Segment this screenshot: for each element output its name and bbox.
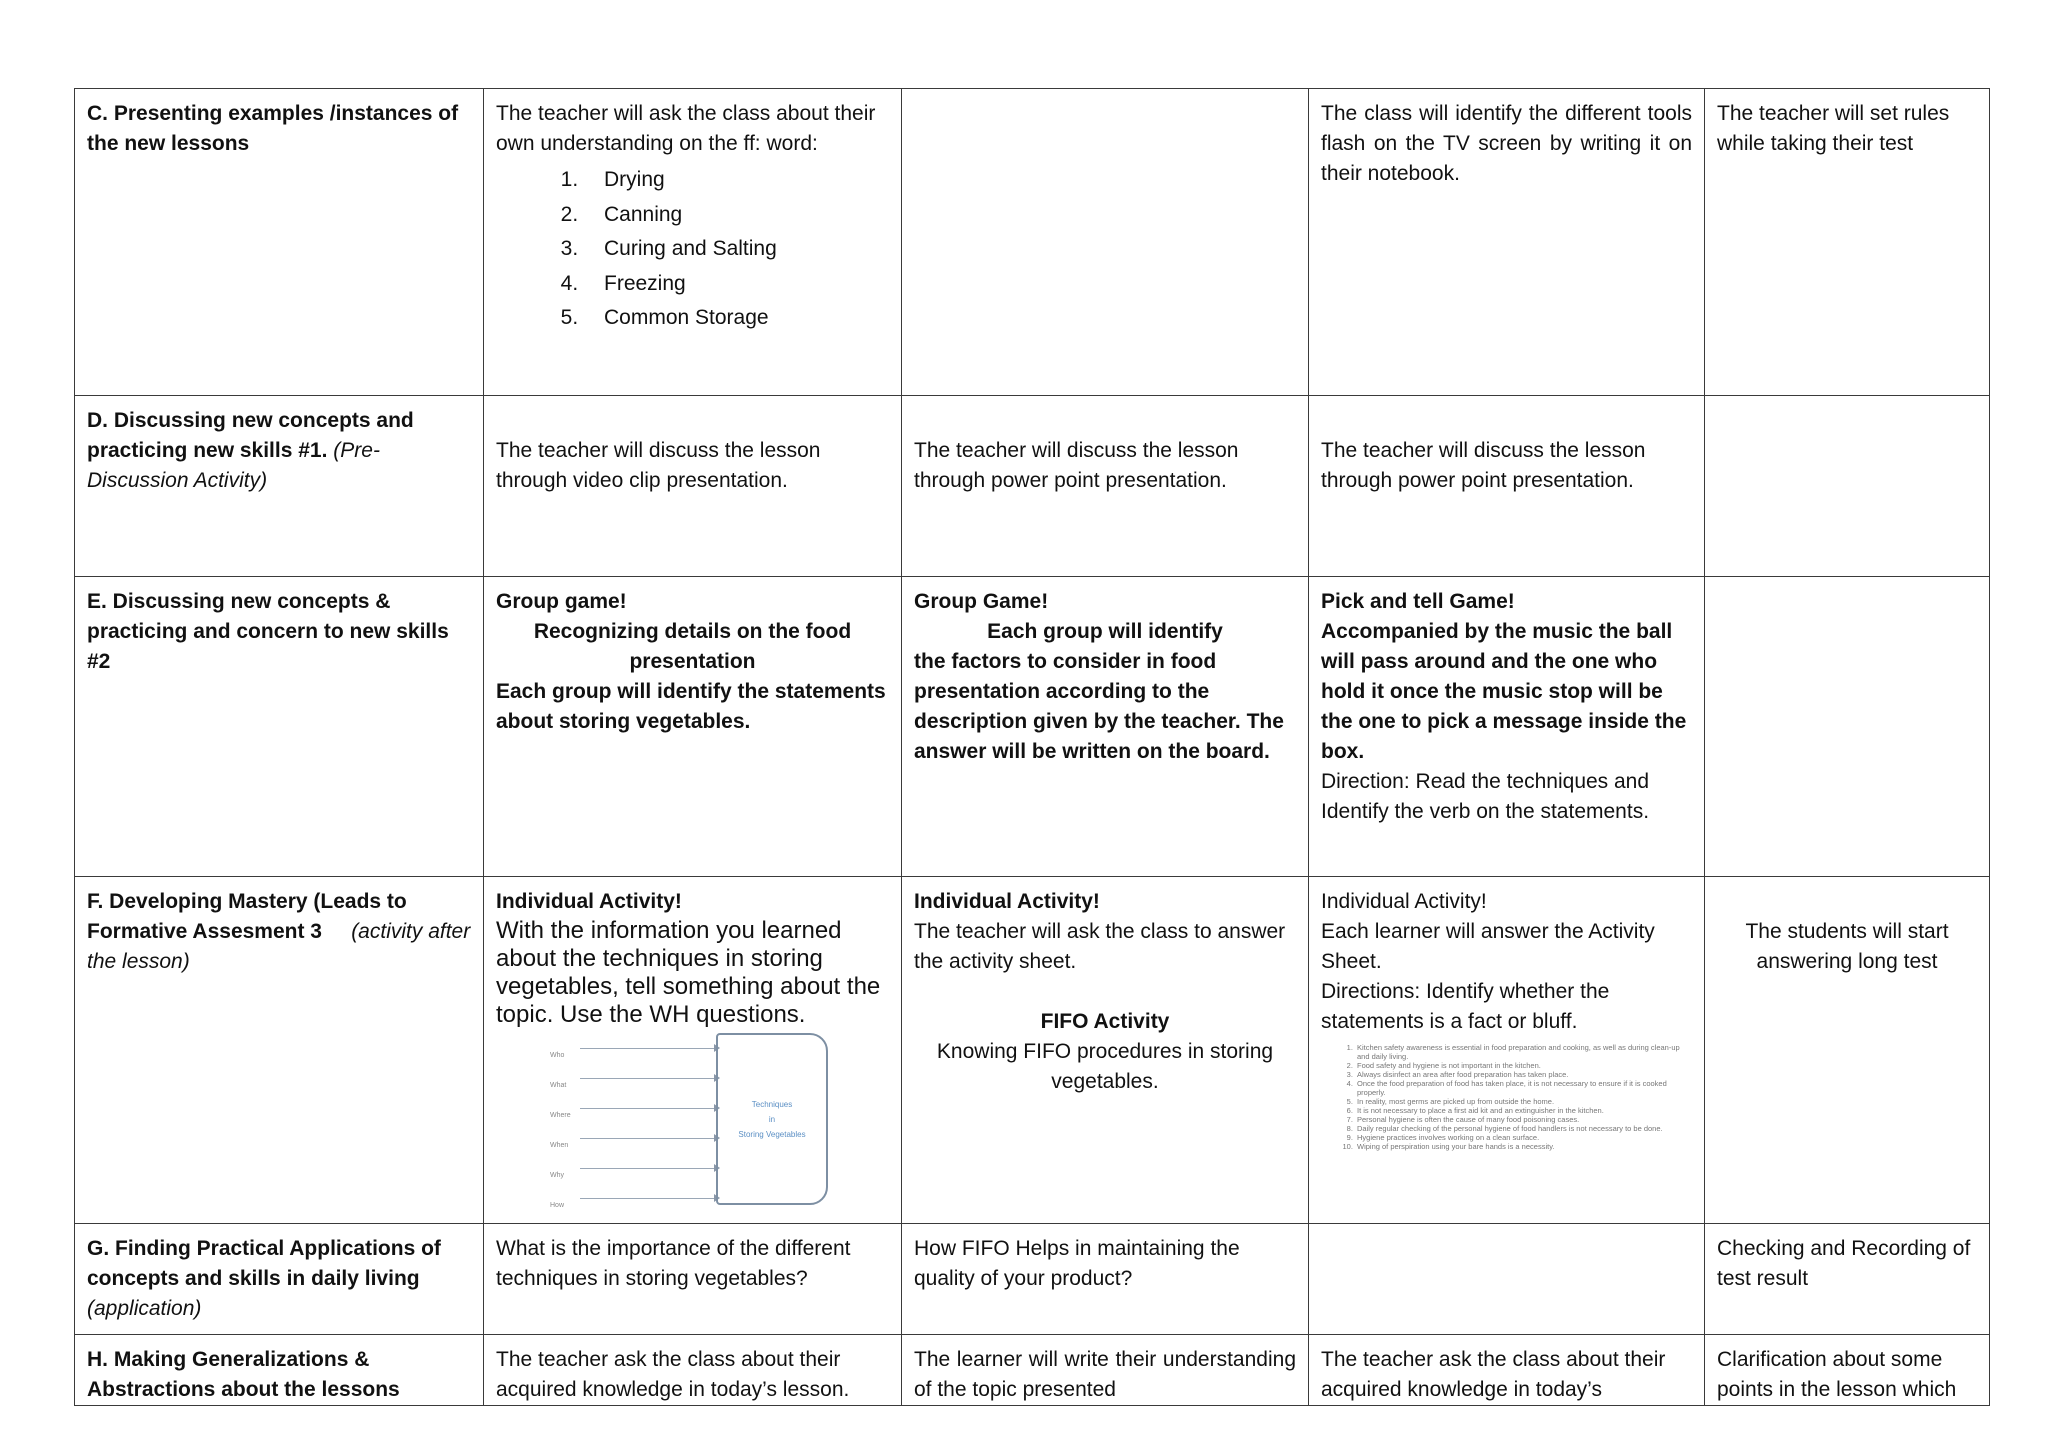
wh-row — [550, 1041, 716, 1059]
row-g-day1-text: What is the importance of the different techniques in storing vegetables? — [496, 1237, 851, 1290]
wh-box-line: in — [768, 1114, 776, 1124]
fifo-activity-title: FIFO Activity — [1040, 1010, 1170, 1033]
list-item: 3. Always disinfect an area after food preparation has taken place. — [1355, 1070, 1692, 1079]
row-f-label-italic: (activity after the lesson) — [87, 920, 471, 973]
row-d-day3 — [1309, 396, 1705, 577]
table-row-d — [75, 396, 1990, 577]
row-g-label-italic: (application) — [87, 1297, 202, 1320]
row-d-label-italic: (Pre-Discussion Activity) — [87, 439, 380, 492]
row-h-day3 — [1309, 1335, 1705, 1406]
row-c-day3 — [1309, 89, 1705, 396]
row-f-day1 — [484, 877, 902, 1224]
list-item: 8. Daily regular checking of the personal hygiene of food handlers is not necessary to be done. — [1355, 1124, 1692, 1133]
row-d-day2-text: The teacher will discuss the lesson through power point presentation. — [914, 439, 1239, 492]
wh-row — [550, 1071, 716, 1089]
row-g-label — [75, 1224, 484, 1335]
list-item: 1. Drying — [584, 163, 889, 198]
wh-box-line: Techniques — [751, 1099, 793, 1109]
row-e-label — [75, 577, 484, 877]
wh-questions-diagram — [550, 1033, 838, 1213]
wh-row — [550, 1191, 716, 1209]
table-row-f — [75, 877, 1990, 1224]
storage-methods-list — [496, 163, 889, 336]
row-g-day2-text: How FIFO Helps in maintaining the quality of your product? — [914, 1237, 1240, 1290]
row-e-day4 — [1705, 577, 1990, 877]
wh-line — [580, 1198, 716, 1199]
row-d-day4 — [1705, 396, 1990, 577]
wh-row — [550, 1131, 716, 1149]
row-d-day2 — [902, 396, 1309, 577]
row-h-day1-text: The teacher ask the class about their acquired knowledge in today’s lesson. — [496, 1348, 850, 1401]
row-f-day1-body: With the information you learned about the techniques in storing vegetables, tell something about the topic. Use the WH questions. — [496, 917, 881, 1028]
fact-or-bluff-list — [1321, 1043, 1692, 1151]
row-e-day2-body: the factors to consider in food presentation according to the description given by the teacher. The answer will be written on the board. — [914, 650, 1284, 763]
table-row-e — [75, 577, 1990, 877]
row-c-day4 — [1705, 89, 1990, 396]
row-h-day2 — [902, 1335, 1309, 1406]
wh-topic-box — [716, 1033, 828, 1205]
row-h-label-text: H. Making Generalizations & Abstractions about the lessons — [87, 1348, 400, 1401]
wh-label: Why — [550, 1172, 564, 1179]
wh-label: What — [550, 1082, 567, 1089]
row-e-day2 — [902, 577, 1309, 877]
list-item: 6. It is not necessary to place a first aid kit and an extinguisher in the kitchen. — [1355, 1106, 1692, 1115]
row-c-day4-text: The teacher will set rules while taking their test — [1717, 102, 1950, 155]
wh-line — [580, 1078, 716, 1079]
row-c-day1 — [484, 89, 902, 396]
row-e-day3-body: Accompanied by the music the ball will pass around and the one who hold it once the music stop will be the one to pick a message inside the box. — [1321, 620, 1687, 763]
row-h-day1 — [484, 1335, 902, 1406]
row-e-day1 — [484, 577, 902, 877]
list-item: 2. Canning — [584, 198, 889, 233]
table-row-g — [75, 1224, 1990, 1335]
row-e-day3-title: Pick and tell Game! — [1321, 590, 1515, 613]
row-f-day4-text: The students will start answering long test — [1745, 920, 1949, 973]
list-item: 2. Food safety and hygiene is not important in the kitchen. — [1355, 1061, 1692, 1070]
row-h-day3-text: The teacher ask the class about their acquired knowledge in today’s — [1321, 1348, 1666, 1401]
row-e-day2-title: Group Game! — [914, 590, 1049, 613]
wh-row — [550, 1161, 716, 1179]
list-item: 5. Common Storage — [584, 301, 889, 336]
row-f-label — [75, 877, 484, 1224]
row-e-day1-title: Group game! — [496, 590, 627, 613]
row-g-day4-text: Checking and Recording of test result — [1717, 1237, 1971, 1290]
list-item: 4. Once the food preparation of food has taken place, it is not necessary to ensure if it is cooked properly. — [1355, 1079, 1692, 1097]
row-d-label-bold: D. Discussing new concepts and practicing new skills #1. — [87, 409, 414, 462]
row-d-day1 — [484, 396, 902, 577]
row-f-day2-title: Individual Activity! — [914, 890, 1100, 913]
wh-row — [550, 1101, 716, 1119]
row-f-day2 — [902, 877, 1309, 1224]
list-item: 1. Kitchen safety awareness is essential in food preparation and cooking, as well as during clean-up and daily living. — [1355, 1043, 1692, 1061]
row-e-day2-body-center: Each group will identify — [987, 620, 1223, 643]
row-c-day2 — [902, 89, 1309, 396]
row-d-day3-text: The teacher will discuss the lesson through power point presentation. — [1321, 439, 1646, 492]
list-item: 9. Hygiene practices involves working on a clean surface. — [1355, 1133, 1692, 1142]
row-f-day4 — [1705, 877, 1990, 1224]
row-h-day4-text: Clarification about some points in the lesson which — [1717, 1348, 1957, 1401]
wh-line — [580, 1168, 716, 1169]
table-row-h — [75, 1335, 1990, 1406]
wh-line — [580, 1108, 716, 1109]
list-item: 7. Personal hygiene is often the cause of many food poisoning cases. — [1355, 1115, 1692, 1124]
table-row-c — [75, 89, 1990, 396]
wh-label: Where — [550, 1112, 571, 1119]
row-c-label — [75, 89, 484, 396]
row-g-day2 — [902, 1224, 1309, 1335]
row-f-day3 — [1309, 877, 1705, 1224]
row-h-label — [75, 1335, 484, 1406]
row-h-day4 — [1705, 1335, 1990, 1406]
row-g-day4 — [1705, 1224, 1990, 1335]
row-c-day3-text: The class will identify the different tools flash on the TV screen by writing it on their notebook. — [1321, 102, 1692, 185]
row-f-day2-body: The teacher will ask the class to answer the activity sheet. — [914, 920, 1286, 973]
row-c-day1-intro: The teacher will ask the class about their own understanding on the ff: word: — [496, 102, 876, 155]
list-item: 3. Curing and Salting — [584, 232, 889, 267]
wh-line — [580, 1048, 716, 1049]
row-g-day1 — [484, 1224, 902, 1335]
row-d-label — [75, 396, 484, 577]
row-f-label-bold: F. Developing Mastery (Leads to Formative Assesment 3 — [87, 890, 407, 943]
wh-label: How — [550, 1202, 565, 1209]
row-c-label-text: C. Presenting examples /instances of the new lessons — [87, 102, 459, 155]
wh-label: When — [550, 1142, 569, 1149]
row-g-day3 — [1309, 1224, 1705, 1335]
row-e-label-text: E. Discussing new concepts & practicing and concern to new skills #2 — [87, 590, 449, 673]
wh-line — [580, 1138, 716, 1139]
row-d-day1-text: The teacher will discuss the lesson through video clip presentation. — [496, 439, 821, 492]
lesson-plan-table — [74, 88, 1990, 1406]
row-e-day3 — [1309, 577, 1705, 877]
row-f-day3-directions: Directions: Identify whether the statements is a fact or bluff. — [1321, 980, 1610, 1033]
row-e-day1-subtitle: Recognizing details on the food presentation — [533, 620, 852, 673]
row-h-day2-text: The learner will write their understanding of the topic presented — [914, 1348, 1296, 1401]
wh-label: Who — [550, 1052, 565, 1059]
row-f-day1-title: Individual Activity! — [496, 890, 682, 913]
row-f-day3-title: Individual Activity! — [1321, 890, 1487, 913]
list-item: 4. Freezing — [584, 267, 889, 302]
row-g-label-bold: G. Finding Practical Applications of concepts and skills in daily living — [87, 1237, 441, 1290]
wh-box-line: Storing Vegetables — [738, 1129, 806, 1139]
row-e-day1-body: Each group will identify the statements about storing vegetables. — [496, 680, 886, 733]
fifo-activity-body: Knowing FIFO procedures in storing vegetables. — [936, 1040, 1274, 1093]
list-item: 10. Wiping of perspiration using your bare hands is a necessity. — [1355, 1142, 1692, 1151]
list-item: 5. In reality, most germs are picked up from outside the home. — [1355, 1097, 1692, 1106]
row-f-day3-body: Each learner will answer the Activity Sheet. — [1321, 920, 1655, 973]
row-e-day3-direction: Direction: Read the techniques and Identify the verb on the statements. — [1321, 770, 1650, 823]
